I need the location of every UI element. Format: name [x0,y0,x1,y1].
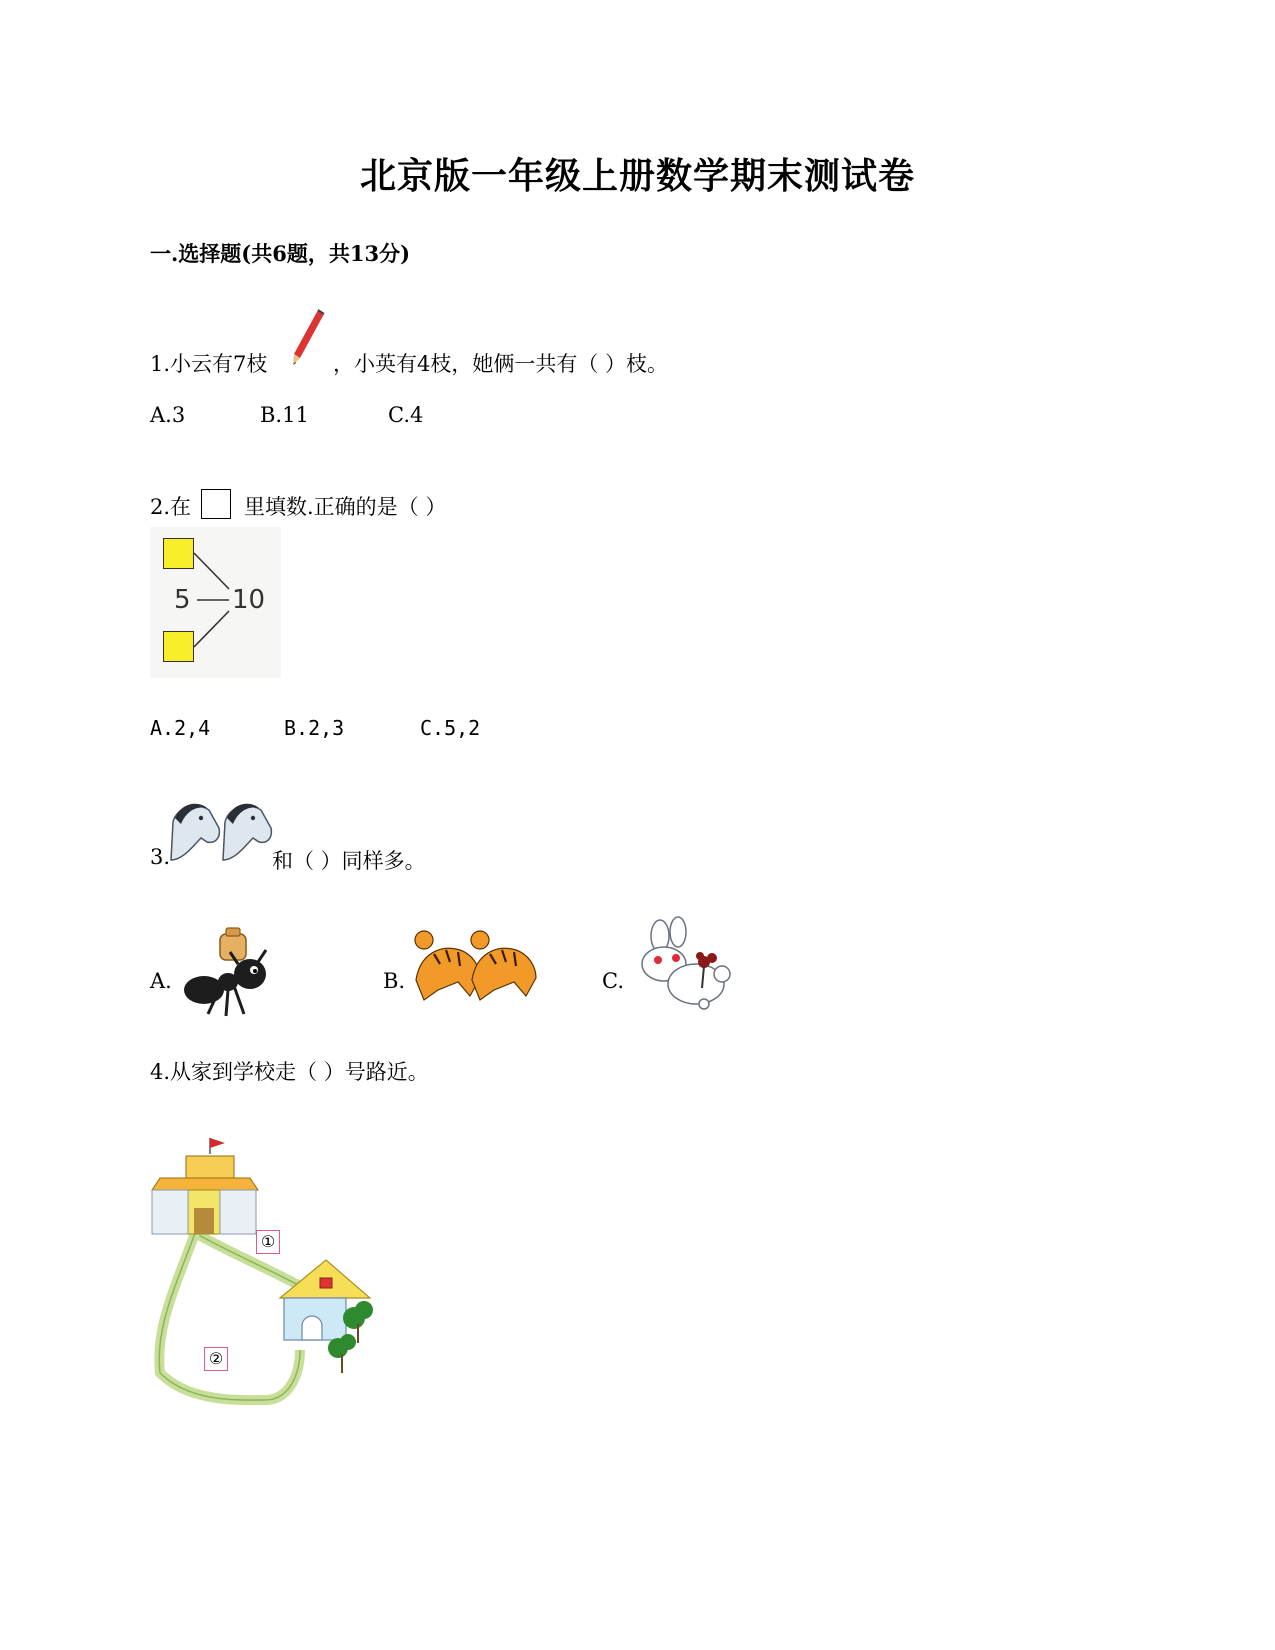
q1-text-after: ，小英有4枝，她俩一共有（ ）枝。 [333,352,669,376]
school-home-route-map [150,1138,390,1428]
two-tigers-icon [410,920,546,1006]
empty-box-icon [201,489,231,519]
pencil-icon [290,308,326,368]
q4-text: 4.从家到学校走（ ）号路近。 [150,1060,429,1084]
q2-option-a[interactable]: A.2,4 [150,716,211,740]
route-label-1: ① [256,1230,280,1254]
q3-text: 和（ ）同样多。 [272,849,426,873]
q2-text-before: 2.在 [150,495,192,519]
q1-option-b[interactable]: B.11 [260,403,309,427]
q3-option-b[interactable]: B. [383,969,406,993]
q2-text-after: 里填数.正确的是（ ） [244,495,447,519]
q3-option-a[interactable]: A. [150,969,172,993]
split-right-number: 10 [232,585,266,615]
ant-with-jar-icon [178,928,276,1020]
q3-number: 3. [150,845,171,869]
q3-option-c[interactable]: C. [602,969,624,993]
rabbit-icon [630,918,736,1010]
route-label-2: ② [204,1347,228,1371]
two-horses-icon [167,798,275,864]
q1-option-c[interactable]: C.4 [388,403,424,427]
q1-text-before: 1.小云有7枝 [150,352,268,376]
section-heading: 一.选择题(共6题，共13分) [150,241,411,266]
page-title: 北京版一年级上册数学期末测试卷 [359,155,915,197]
number-split-figure [150,527,281,678]
q2-option-b[interactable]: B.2,3 [284,716,345,740]
q2-option-c[interactable]: C.5,2 [420,716,481,740]
q1-option-a[interactable]: A.3 [150,403,186,427]
split-left-number: 5 [174,585,191,615]
